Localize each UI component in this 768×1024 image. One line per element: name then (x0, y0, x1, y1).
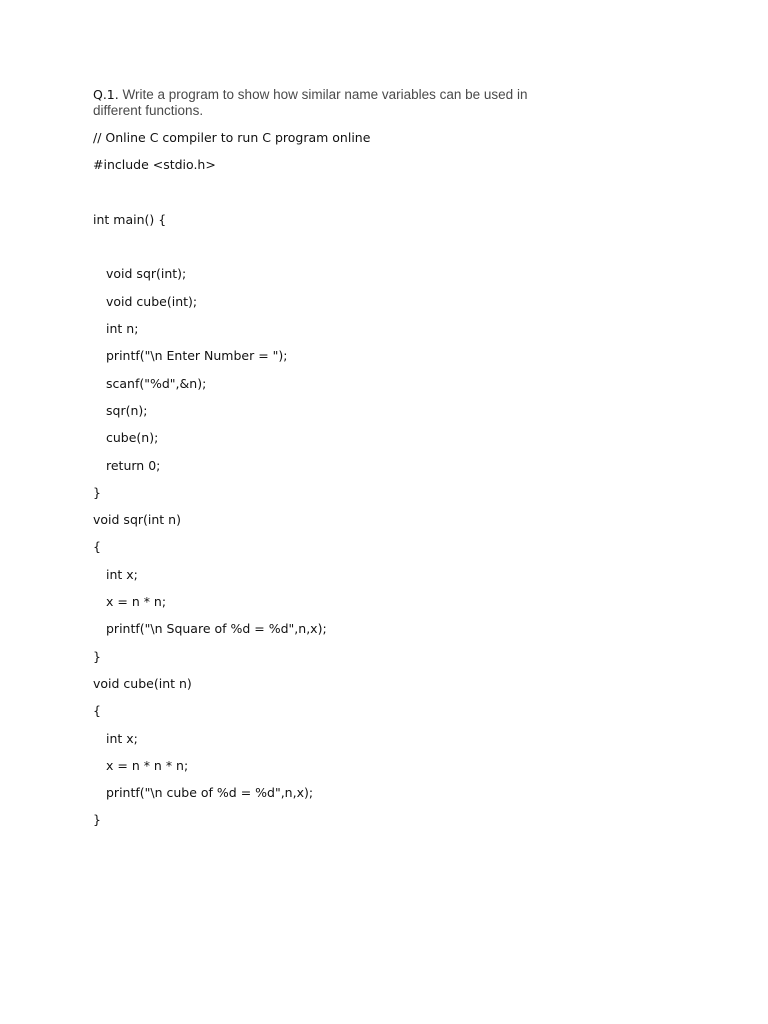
code-line: int n; (106, 321, 139, 337)
code-line: { (93, 703, 101, 719)
code-line: scanf("%d",&n); (106, 375, 207, 391)
code-line: printf("\n Square of %d = %d",n,x); (106, 621, 327, 637)
code-line: { (93, 539, 101, 555)
question-number: Q.1. (93, 87, 119, 102)
code-line: } (93, 648, 101, 664)
code-line: int x; (106, 566, 138, 582)
code-line: } (93, 484, 101, 500)
question-block (93, 87, 563, 119)
code-line: void sqr(int); (106, 266, 187, 282)
question-text: Write a program to show how similar name variables can be used in different functions. (93, 87, 528, 118)
code-line: printf("\n cube of %d = %d",n,x); (106, 785, 314, 801)
code-line: x = n * n * n; (106, 757, 189, 773)
code-line: sqr(n); (106, 402, 148, 418)
code-line: // Online C compiler to run C program online (93, 130, 371, 145)
code-listing (93, 130, 653, 840)
code-line: cube(n); (106, 430, 159, 446)
code-line: void sqr(int n) (93, 512, 181, 528)
code-line: x = n * n; (106, 594, 167, 610)
code-line: int x; (106, 730, 138, 746)
code-line: printf("\n Enter Number = "); (106, 348, 288, 364)
code-line: return 0; (106, 457, 161, 473)
code-line: void cube(int); (106, 293, 198, 309)
code-line: void cube(int n) (93, 675, 192, 691)
code-line: int main() { (93, 211, 167, 227)
code-line: } (93, 812, 101, 828)
code-line: #include <stdio.h> (93, 157, 216, 173)
